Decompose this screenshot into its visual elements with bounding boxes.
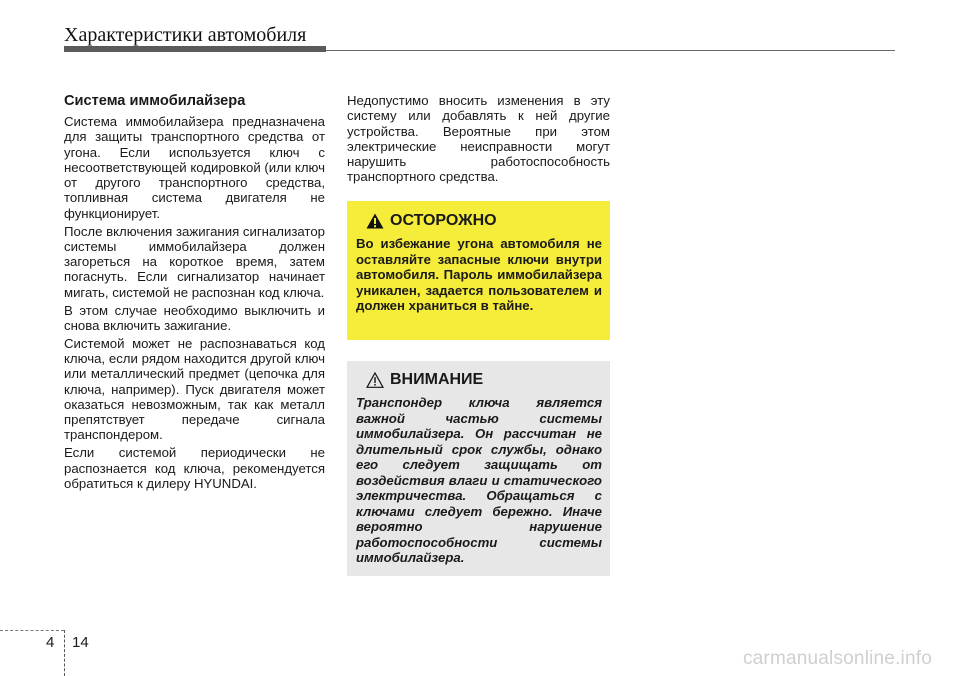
warning-text: Во избежание угона автомобиля не оставляйте запасные ключи внутри автомобиля. Пароль иммобилайзера уникален, задается пользователем и должен храниться в тайне. xyxy=(356,236,602,313)
warning-header xyxy=(356,212,602,230)
paragraph-4: Системой может не распознаваться код ключа, если рядом находится другой ключ или металлический предмет (цепочка для ключа, например). Пуск двигателя может оказаться невозможным, так как металл препятствует передаче сигнала транспондером. xyxy=(64,335,325,443)
right-column xyxy=(347,93,610,187)
paragraph-5: Если системой периодически не распознается код ключа, рекомендуется обратиться к дилеру HYUNDAI. xyxy=(64,445,325,491)
chapter-title: Характеристики автомобиля xyxy=(64,24,307,46)
page-number: 14 xyxy=(72,634,89,651)
page-number-divider xyxy=(64,630,65,676)
watermark: carmanualsonline.info xyxy=(742,648,932,669)
paragraph-2: После включения зажигания сигнализатор системы иммобилайзера должен загореться на короткое время, затем погаснуть. Если сигнализатор начинает мигать, системой не распознан код ключа. xyxy=(64,223,325,300)
caution-box xyxy=(347,361,610,576)
paragraph-1: Система иммобилайзера предназначена для защиты транспортного средства от угона. Если используется ключ с несоответствующей кодировкой (или ключ от другого транспортного средства, топливная система двигателя не функционирует. xyxy=(64,114,325,221)
header-rule-thin xyxy=(326,50,895,51)
caution-triangle-icon xyxy=(366,372,384,388)
warning-title: ОСТОРОЖНО xyxy=(390,212,497,229)
section-number: 4 xyxy=(46,634,55,651)
caution-title: ВНИМАНИЕ xyxy=(390,371,484,388)
left-column xyxy=(64,93,325,494)
paragraph-right: Недопустимо вносить изменения в эту систему или добавлять к ней другие устройства. Вероятные при этом электрические неисправности могут нарушить работоспособность транспортного средства. xyxy=(347,93,610,185)
footer-rule xyxy=(0,630,64,631)
section-heading: Система иммобилайзера xyxy=(64,93,246,109)
caution-text: Транспондер ключа является важной частью системы иммобилайзера. Он рассчитан не длительный срок службы, однако его следует защищать от воздействия влаги и статического электричества. Обращаться с ключами следует бережно. Иначе вероятно нарушение работоспособности системы иммобилайзера. xyxy=(356,395,602,565)
caution-header xyxy=(356,371,602,389)
header-rule-thick xyxy=(64,46,326,52)
warning-box xyxy=(347,201,610,340)
paragraph-3: В этом случае необходимо выключить и снова включить зажигание. xyxy=(64,302,325,333)
warning-triangle-icon xyxy=(366,213,384,229)
